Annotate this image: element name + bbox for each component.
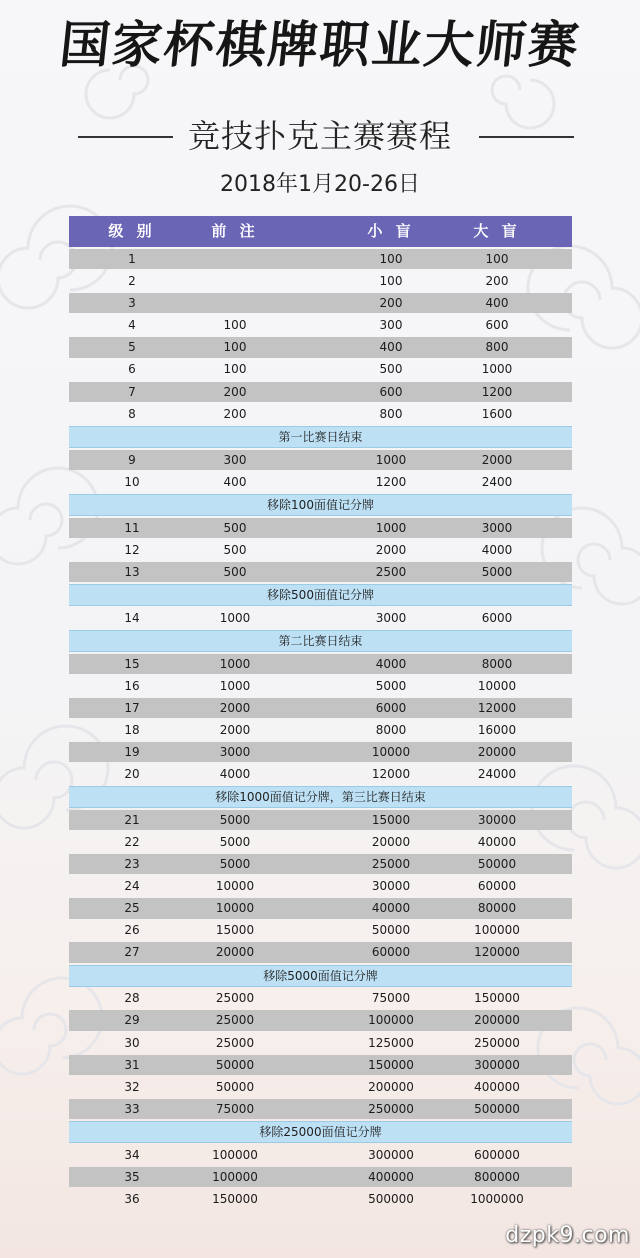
big-blind-cell: 600 — [485, 318, 509, 333]
table-row — [69, 337, 572, 357]
big-blind-cell: 400000 — [474, 1079, 520, 1094]
big-blind-cell: 10000 — [477, 678, 517, 693]
table-row — [69, 249, 572, 269]
ante-cell: 5000 — [219, 812, 251, 827]
small-blind-cell: 8000 — [375, 722, 407, 737]
small-blind-cell: 1000 — [375, 520, 407, 535]
big-blind-cell: 12000 — [477, 700, 517, 715]
ante-cell: 3000 — [219, 744, 251, 759]
stage-note-text: 移除500面值记分牌 — [267, 587, 374, 602]
ante-cell: 4000 — [219, 766, 251, 781]
level-cell: 31 — [124, 1057, 140, 1072]
ante-cell: 100 — [223, 318, 247, 333]
level-cell: 2 — [128, 274, 136, 289]
table-row — [69, 293, 572, 313]
site-watermark: dzpk9.com — [505, 1223, 630, 1248]
small-blind-cell: 300000 — [368, 1147, 414, 1162]
ante-cell: 100 — [223, 362, 247, 377]
big-blind-cell: 120000 — [474, 945, 520, 960]
table-row — [69, 608, 572, 628]
small-blind-cell: 25000 — [371, 857, 411, 872]
stage-note-row — [69, 630, 572, 652]
table-row — [69, 832, 572, 852]
table-row — [69, 404, 572, 424]
stage-note-row — [69, 965, 572, 987]
stage-note-row — [69, 426, 572, 448]
big-blind-cell: 200 — [485, 274, 509, 289]
level-cell: 11 — [124, 520, 140, 535]
small-blind-cell: 5000 — [375, 678, 407, 693]
small-blind-cell: 50000 — [371, 923, 411, 938]
ante-cell: 5000 — [219, 834, 251, 849]
subtitle-row — [0, 112, 640, 160]
level-cell: 20 — [124, 766, 140, 781]
small-blind-cell: 1000 — [375, 452, 407, 467]
table-row — [69, 676, 572, 696]
small-blind-cell: 250000 — [368, 1101, 414, 1116]
ante-cell: 1000 — [219, 610, 251, 625]
table-row — [69, 562, 572, 582]
table-row — [69, 942, 572, 962]
level-cell: 9 — [128, 452, 136, 467]
table-row — [69, 898, 572, 918]
column-header-ante: 前 注 — [211, 222, 259, 240]
small-blind-cell: 40000 — [371, 901, 411, 916]
level-cell: 14 — [124, 610, 140, 625]
level-cell: 27 — [124, 945, 140, 960]
ante-cell: 25000 — [215, 991, 255, 1006]
stage-note-text: 第一比赛日结束 — [278, 429, 363, 444]
big-blind-cell: 80000 — [477, 901, 517, 916]
small-blind-cell: 100 — [379, 274, 403, 289]
table-row — [69, 720, 572, 740]
ante-cell: 200 — [223, 406, 247, 421]
big-blind-cell: 60000 — [477, 879, 517, 894]
small-blind-cell: 2500 — [375, 564, 407, 579]
ante-cell: 500 — [223, 542, 247, 557]
level-cell: 29 — [124, 1013, 140, 1028]
big-blind-cell: 800 — [485, 340, 509, 355]
ante-cell: 10000 — [215, 901, 255, 916]
table-row — [69, 472, 572, 492]
big-blind-cell: 800000 — [474, 1169, 520, 1184]
small-blind-cell: 60000 — [371, 945, 411, 960]
small-blind-cell: 15000 — [371, 812, 411, 827]
small-blind-cell: 500000 — [368, 1191, 414, 1206]
big-blind-cell: 250000 — [474, 1035, 520, 1050]
level-cell: 15 — [124, 656, 140, 671]
small-blind-cell: 75000 — [371, 991, 411, 1006]
ante-cell: 25000 — [215, 1013, 255, 1028]
ante-cell: 2000 — [219, 722, 251, 737]
table-row — [69, 1033, 572, 1053]
big-blind-cell: 40000 — [477, 834, 517, 849]
big-blind-cell: 20000 — [477, 744, 517, 759]
big-blind-cell: 150000 — [474, 991, 520, 1006]
small-blind-cell: 100000 — [368, 1013, 414, 1028]
subtitle: 竞技扑克主赛赛程 — [187, 117, 452, 155]
ante-cell: 100000 — [212, 1147, 258, 1162]
big-blind-cell: 50000 — [477, 857, 517, 872]
level-cell: 3 — [128, 296, 136, 311]
big-blind-cell: 600000 — [474, 1147, 520, 1162]
table-row — [69, 876, 572, 896]
big-blind-cell: 300000 — [474, 1057, 520, 1072]
stage-note-row — [69, 786, 572, 808]
big-blind-cell: 500000 — [474, 1101, 520, 1116]
ante-cell: 400 — [223, 474, 247, 489]
level-cell: 33 — [124, 1101, 140, 1116]
column-header-big-blind: 大 盲 — [473, 222, 521, 240]
big-blind-cell: 6000 — [481, 610, 513, 625]
big-blind-cell: 400 — [485, 296, 509, 311]
big-blind-cell: 200000 — [474, 1013, 520, 1028]
level-cell: 12 — [124, 542, 140, 557]
small-blind-cell: 800 — [379, 406, 403, 421]
small-blind-cell: 12000 — [371, 766, 411, 781]
table-row — [69, 1145, 572, 1165]
table-row — [69, 518, 572, 538]
stage-note-text: 移除5000面值记分牌 — [263, 968, 378, 983]
big-blind-cell: 5000 — [481, 564, 513, 579]
stage-note-row — [69, 494, 572, 516]
ante-cell: 200 — [223, 384, 247, 399]
big-blind-cell: 1000 — [481, 362, 513, 377]
small-blind-cell: 150000 — [368, 1057, 414, 1072]
small-blind-cell: 200000 — [368, 1079, 414, 1094]
table-row — [69, 1055, 572, 1075]
small-blind-cell: 3000 — [375, 610, 407, 625]
table-row — [69, 1167, 572, 1187]
table-row — [69, 810, 572, 830]
table-body — [69, 249, 572, 1209]
level-cell: 10 — [124, 474, 140, 489]
level-cell: 23 — [124, 857, 140, 872]
table-row — [69, 764, 572, 784]
stage-note-text: 移除25000面值记分牌 — [259, 1124, 382, 1139]
ante-cell: 5000 — [219, 857, 251, 872]
level-cell: 8 — [128, 406, 136, 421]
table-row — [69, 382, 572, 402]
big-blind-cell: 30000 — [477, 812, 517, 827]
level-cell: 7 — [128, 384, 136, 399]
ante-cell: 1000 — [219, 678, 251, 693]
table-row — [69, 988, 572, 1008]
level-cell: 13 — [124, 564, 140, 579]
table-row — [69, 698, 572, 718]
ante-cell: 2000 — [219, 700, 251, 715]
ante-cell: 500 — [223, 520, 247, 535]
table-row — [69, 450, 572, 470]
level-cell: 35 — [124, 1169, 140, 1184]
small-blind-cell: 1200 — [375, 474, 407, 489]
table-row — [69, 854, 572, 874]
ante-cell: 50000 — [215, 1079, 255, 1094]
ante-cell: 25000 — [215, 1035, 255, 1050]
stage-note-text: 移除100面值记分牌 — [267, 497, 374, 512]
big-blind-cell: 100000 — [474, 923, 520, 938]
level-cell: 16 — [124, 678, 140, 693]
level-cell: 25 — [124, 901, 140, 916]
ante-cell: 75000 — [215, 1101, 255, 1116]
big-blind-cell: 2000 — [481, 452, 513, 467]
table-row — [69, 1010, 572, 1030]
big-blind-cell: 4000 — [481, 542, 513, 557]
level-cell: 26 — [124, 923, 140, 938]
big-blind-cell: 3000 — [481, 520, 513, 535]
small-blind-cell: 20000 — [371, 834, 411, 849]
level-cell: 18 — [124, 722, 140, 737]
level-cell: 6 — [128, 362, 136, 377]
ante-cell: 300 — [223, 452, 247, 467]
stage-note-text: 第二比赛日结束 — [278, 633, 363, 648]
table-row — [69, 920, 572, 940]
level-cell: 28 — [124, 991, 140, 1006]
ante-cell: 20000 — [215, 945, 255, 960]
small-blind-cell: 10000 — [371, 744, 411, 759]
big-blind-cell: 16000 — [477, 722, 517, 737]
level-cell: 4 — [128, 318, 136, 333]
table-row — [69, 271, 572, 291]
small-blind-cell: 400 — [379, 340, 403, 355]
small-blind-cell: 400000 — [368, 1169, 414, 1184]
stage-note-row — [69, 1121, 572, 1143]
small-blind-cell: 125000 — [368, 1035, 414, 1050]
column-header-level: 级 别 — [108, 222, 156, 240]
level-cell: 5 — [128, 340, 136, 355]
table-row — [69, 654, 572, 674]
ante-cell: 1000 — [219, 656, 251, 671]
level-cell: 36 — [124, 1191, 140, 1206]
ante-cell: 50000 — [215, 1057, 255, 1072]
page-title: 国家杯棋牌职业大师赛 — [56, 15, 584, 74]
big-blind-cell: 24000 — [477, 766, 517, 781]
small-blind-cell: 100 — [379, 252, 403, 266]
level-cell: 19 — [124, 744, 140, 759]
big-blind-cell: 100 — [485, 252, 509, 266]
level-cell: 21 — [124, 812, 140, 827]
schedule-table — [69, 216, 572, 1211]
column-header-small-blind: 小 盲 — [367, 222, 415, 240]
table-row — [69, 1099, 572, 1119]
stage-note-row — [69, 584, 572, 606]
level-cell: 22 — [124, 834, 140, 849]
level-cell: 1 — [128, 252, 136, 266]
ante-cell: 150000 — [212, 1191, 258, 1206]
table-row — [69, 315, 572, 335]
small-blind-cell: 200 — [379, 296, 403, 311]
table-row — [69, 1189, 572, 1209]
ante-cell: 15000 — [215, 923, 255, 938]
big-blind-cell: 8000 — [481, 656, 513, 671]
small-blind-cell: 4000 — [375, 656, 407, 671]
event-date: 2018年1月20-26日 — [220, 172, 420, 197]
small-blind-cell: 2000 — [375, 542, 407, 557]
stage-note-text: 移除1000面值记分牌，第三比赛日结束 — [215, 790, 426, 805]
table-row — [69, 1077, 572, 1097]
level-cell: 32 — [124, 1079, 140, 1094]
big-blind-cell: 2400 — [481, 474, 513, 489]
subtitle-right-rule — [479, 136, 574, 138]
ante-cell: 100000 — [212, 1169, 258, 1184]
ante-cell: 500 — [223, 564, 247, 579]
small-blind-cell: 30000 — [371, 879, 411, 894]
table-row — [69, 359, 572, 379]
small-blind-cell: 300 — [379, 318, 403, 333]
ante-cell: 100 — [223, 340, 247, 355]
small-blind-cell: 6000 — [375, 700, 407, 715]
table-header — [69, 216, 572, 247]
ante-cell: 10000 — [215, 879, 255, 894]
level-cell: 34 — [124, 1147, 140, 1162]
big-blind-cell: 1200 — [481, 384, 513, 399]
table-row — [69, 540, 572, 560]
small-blind-cell: 500 — [379, 362, 403, 377]
small-blind-cell: 600 — [379, 384, 403, 399]
table-row — [69, 742, 572, 762]
level-cell: 30 — [124, 1035, 140, 1050]
level-cell: 24 — [124, 879, 140, 894]
level-cell: 17 — [124, 700, 140, 715]
big-blind-cell: 1000000 — [470, 1191, 524, 1206]
big-blind-cell: 1600 — [481, 406, 513, 421]
